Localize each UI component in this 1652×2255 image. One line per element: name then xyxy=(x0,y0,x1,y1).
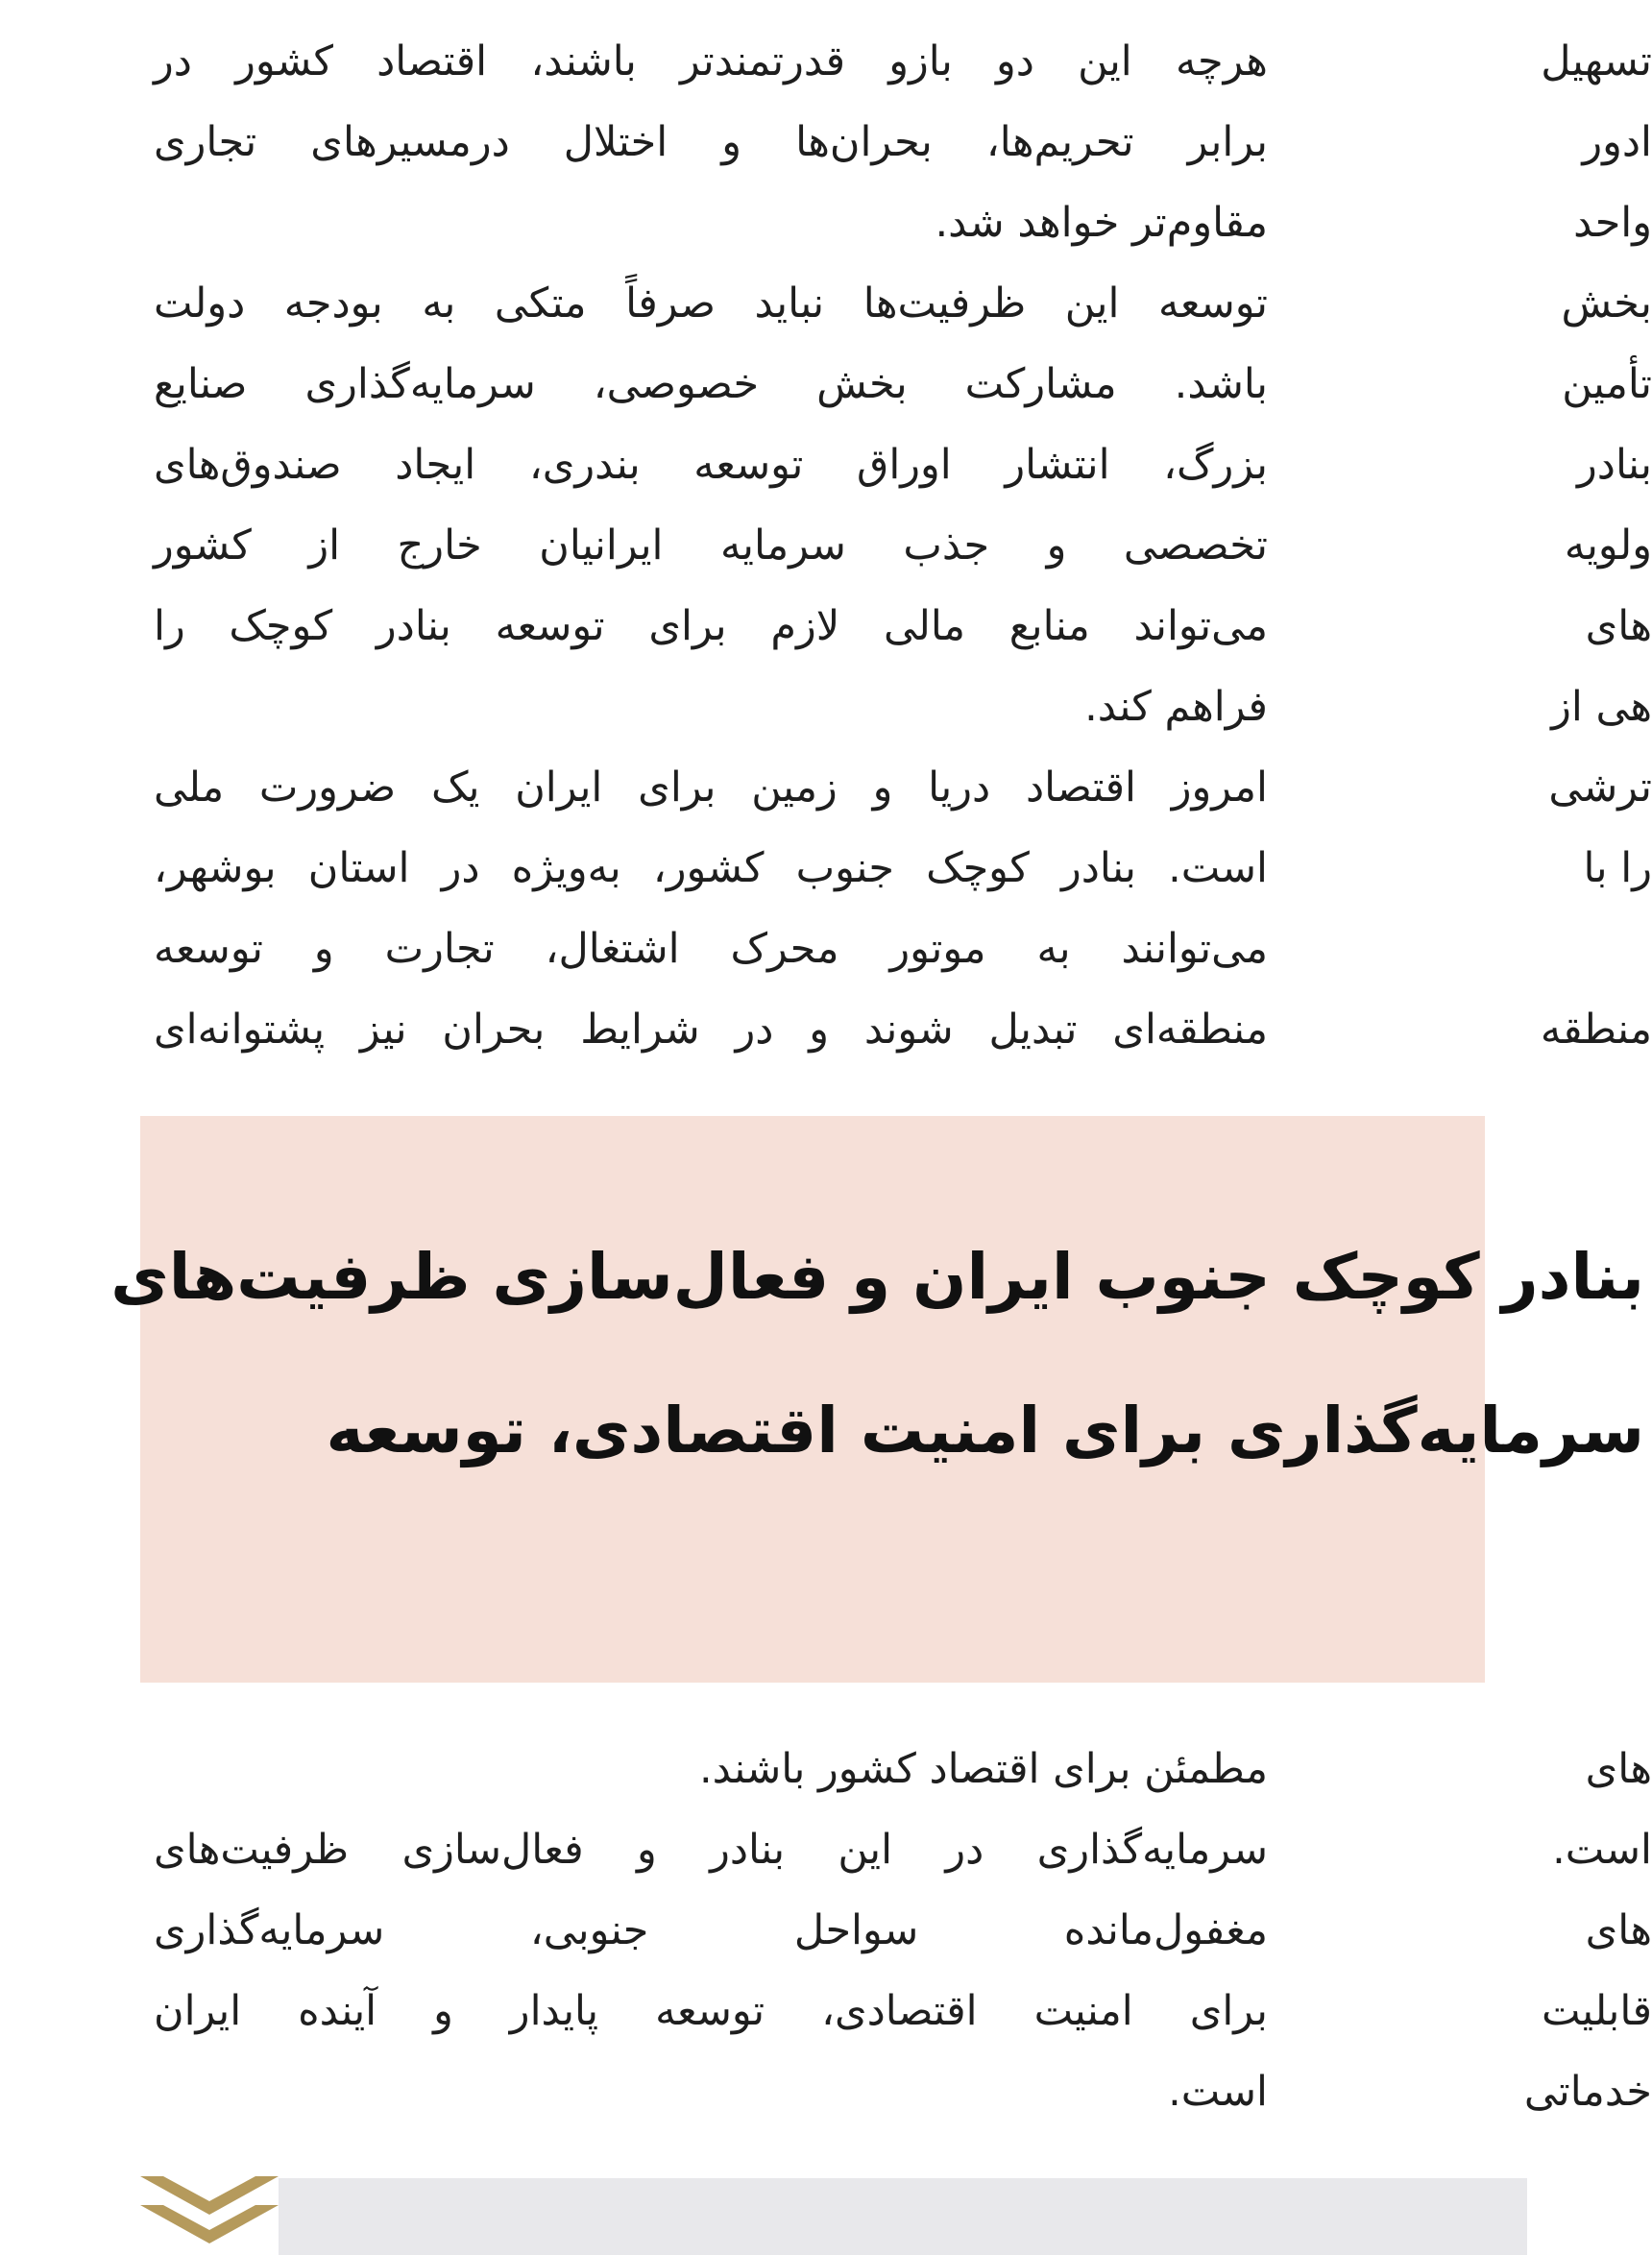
footer-bar xyxy=(279,2178,1527,2255)
text-line: مطمئن برای اقتصاد کشور باشند. xyxy=(699,1745,1268,1793)
right-column-bottom xyxy=(1364,1729,1652,2132)
main-column-top xyxy=(154,21,1268,1070)
text-fragment: ‌های xyxy=(1585,1745,1652,1793)
text-line: می‌تواند منابع مالی لازم برای توسعه بنادر کوچک را xyxy=(154,602,1268,650)
text-line: تخصصی و جذب سرمایه ایرانیان خارج از کشور xyxy=(154,521,1268,570)
text-line: است. بنادر کوچک جنوب کشور، به‌ویژه در استان بوشهر، xyxy=(154,844,1268,892)
text-fragment: ‌های xyxy=(1585,602,1652,650)
text-fragment: خدماتی xyxy=(1523,2068,1652,2116)
text-line: برابر تحریم‌ها، بحران‌ها و اختلال درمسیرهای تجاری xyxy=(154,118,1268,166)
text-fragment: واحد xyxy=(1573,199,1652,247)
text-fragment: است. xyxy=(1552,1826,1652,1874)
text-line: توسعه این ظرفیت‌ها نباید صرفاً متکی به بودجه دولت xyxy=(154,279,1268,327)
text-fragment: ‌های xyxy=(1585,1906,1652,1954)
text-fragment: ادور xyxy=(1582,118,1652,166)
text-line: می‌توانند به موتور محرک اشتغال، تجارت و توسعه xyxy=(154,925,1268,973)
text-fragment: را با xyxy=(1583,844,1652,892)
main-column-bottom xyxy=(154,1729,1268,2132)
text-line: برای امنیت اقتصادی، توسعه پایدار و آینده ایران xyxy=(154,1987,1268,2035)
text-line: منطقه‌ای تبدیل شوند و در شرایط بحران نیز پشتوانه‌ای xyxy=(154,1006,1268,1054)
text-fragment: قابلیت xyxy=(1541,1987,1652,2035)
text-line: امروز اقتصاد دریا و زمین برای ایران یک ضرورت ملی xyxy=(154,764,1268,812)
text-fragment: تأمین xyxy=(1562,360,1652,408)
text-fragment: بخش xyxy=(1561,279,1652,327)
text-line: هرچه این دو بازو قدرتمندتر باشند، اقتصاد کشور در xyxy=(154,37,1268,85)
text-line: فراهم کند. xyxy=(1084,683,1268,731)
pull-quote-line: بنادر کوچک جنوب ایران و فعال‌سازی ظرفیت‌های xyxy=(110,1240,1644,1314)
text-line: مغفول‌مانده سواحل جنوبی، سرمایه‌گذاری xyxy=(154,1906,1268,1954)
right-column-top xyxy=(1364,21,1652,1070)
text-fragment: بنادر xyxy=(1577,441,1652,489)
text-fragment: تسهیل xyxy=(1541,37,1652,85)
text-line: بزرگ، انتشار اوراق توسعه بندری، ایجاد صندوق‌های xyxy=(154,441,1268,489)
pull-quote-line: سرمایه‌گذاری برای امنیت اقتصادی، توسعه xyxy=(326,1394,1644,1467)
text-fragment: هی از xyxy=(1551,683,1652,731)
text-fragment: ولویه xyxy=(1564,521,1652,570)
text-line: باشد. مشارکت بخش خصوصی، سرمایه‌گذاری صنایع xyxy=(154,360,1268,408)
text-line: مقاوم‌تر خواهد شد. xyxy=(935,199,1268,247)
pull-quote-text xyxy=(110,1200,1644,1508)
text-fragment: ترشی xyxy=(1548,764,1652,812)
text-fragment: منطقه xyxy=(1540,1006,1652,1054)
pull-quote-box xyxy=(110,1116,1644,1683)
text-line: سرمایه‌گذاری در این بنادر و فعال‌سازی ظرفیت‌های xyxy=(154,1826,1268,1874)
text-fragment xyxy=(1364,909,1652,989)
chevron-down-icon xyxy=(140,2176,279,2243)
text-line: است. xyxy=(1168,2068,1268,2116)
